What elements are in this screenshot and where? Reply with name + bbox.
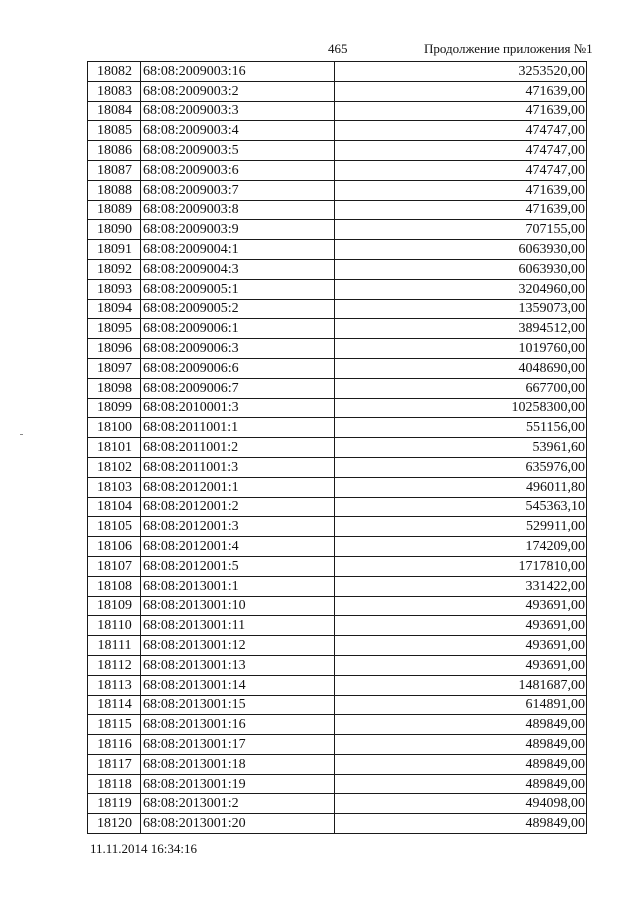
cadastral-value-cell: 1359073,00 bbox=[335, 299, 587, 319]
row-number-cell: 18118 bbox=[88, 774, 141, 794]
row-number-cell: 18084 bbox=[88, 101, 141, 121]
table-row bbox=[88, 715, 587, 735]
table-row bbox=[88, 735, 587, 755]
cadastral-value-cell: 493691,00 bbox=[335, 616, 587, 636]
row-number-cell: 18091 bbox=[88, 240, 141, 260]
row-number-cell: 18097 bbox=[88, 358, 141, 378]
cadastral-number-cell: 68:08:2013001:13 bbox=[141, 655, 335, 675]
cadastral-value-cell: 667700,00 bbox=[335, 378, 587, 398]
row-number-cell: 18086 bbox=[88, 141, 141, 161]
cadastral-number-cell: 68:08:2009006:7 bbox=[141, 378, 335, 398]
row-number-cell: 18099 bbox=[88, 398, 141, 418]
cadastral-value-cell: 474747,00 bbox=[335, 141, 587, 161]
table-row bbox=[88, 160, 587, 180]
table-row bbox=[88, 101, 587, 121]
cadastral-number-cell: 68:08:2011001:3 bbox=[141, 457, 335, 477]
footer-timestamp: 11.11.2014 16:34:16 bbox=[90, 841, 198, 856]
cadastral-value-cell: 707155,00 bbox=[335, 220, 587, 240]
table-row bbox=[88, 774, 587, 794]
table-row bbox=[88, 279, 587, 299]
table-row bbox=[88, 200, 587, 220]
cadastral-value-cell: 331422,00 bbox=[335, 576, 587, 596]
cadastral-number-cell: 68:08:2013001:2 bbox=[141, 794, 335, 814]
row-number-cell: 18090 bbox=[88, 220, 141, 240]
row-number-cell: 18101 bbox=[88, 438, 141, 458]
cadastral-value-cell: 471639,00 bbox=[335, 81, 587, 101]
table-row bbox=[88, 339, 587, 359]
cadastral-value-cell: 489849,00 bbox=[335, 814, 587, 834]
cadastral-value-cell: 545363,10 bbox=[335, 497, 587, 517]
row-number-cell: 18107 bbox=[88, 556, 141, 576]
cadastral-number-cell: 68:08:2013001:15 bbox=[141, 695, 335, 715]
row-number-cell: 18102 bbox=[88, 457, 141, 477]
cadastral-number-cell: 68:08:2013001:14 bbox=[141, 675, 335, 695]
row-number-cell: 18108 bbox=[88, 576, 141, 596]
row-number-cell: 18088 bbox=[88, 180, 141, 200]
cadastral-number-cell: 68:08:2009004:1 bbox=[141, 240, 335, 260]
table-row bbox=[88, 576, 587, 596]
cadastral-value-cell: 53961,60 bbox=[335, 438, 587, 458]
table-row bbox=[88, 398, 587, 418]
table-row bbox=[88, 141, 587, 161]
cadastral-value-cell: 489849,00 bbox=[335, 715, 587, 735]
table-row bbox=[88, 477, 587, 497]
cadastral-number-cell: 68:08:2009003:3 bbox=[141, 101, 335, 121]
cadastral-number-cell: 68:08:2013001:16 bbox=[141, 715, 335, 735]
table-row bbox=[88, 358, 587, 378]
cadastral-value-cell: 1481687,00 bbox=[335, 675, 587, 695]
row-number-cell: 18113 bbox=[88, 675, 141, 695]
table-row bbox=[88, 794, 587, 814]
table-row bbox=[88, 240, 587, 260]
table-row bbox=[88, 180, 587, 200]
cadastral-number-cell: 68:08:2009003:4 bbox=[141, 121, 335, 141]
cadastral-value-cell: 6063930,00 bbox=[335, 259, 587, 279]
row-number-cell: 18117 bbox=[88, 754, 141, 774]
row-number-cell: 18106 bbox=[88, 537, 141, 557]
cadastral-number-cell: 68:08:2012001:5 bbox=[141, 556, 335, 576]
row-number-cell: 18087 bbox=[88, 160, 141, 180]
row-number-cell: 18085 bbox=[88, 121, 141, 141]
table-row bbox=[88, 636, 587, 656]
cadastral-number-cell: 68:08:2013001:10 bbox=[141, 596, 335, 616]
cadastral-value-table bbox=[87, 61, 587, 834]
cadastral-value-cell: 1717810,00 bbox=[335, 556, 587, 576]
row-number-cell: 18093 bbox=[88, 279, 141, 299]
cadastral-value-cell: 10258300,00 bbox=[335, 398, 587, 418]
row-number-cell: 18109 bbox=[88, 596, 141, 616]
cadastral-value-cell: 174209,00 bbox=[335, 537, 587, 557]
table-row bbox=[88, 259, 587, 279]
cadastral-value-cell: 529911,00 bbox=[335, 517, 587, 537]
row-number-cell: 18116 bbox=[88, 735, 141, 755]
table-row bbox=[88, 81, 587, 101]
cadastral-number-cell: 68:08:2013001:1 bbox=[141, 576, 335, 596]
cadastral-number-cell: 68:08:2012001:2 bbox=[141, 497, 335, 517]
row-number-cell: 18103 bbox=[88, 477, 141, 497]
table-row bbox=[88, 655, 587, 675]
row-number-cell: 18110 bbox=[88, 616, 141, 636]
cadastral-value-cell: 551156,00 bbox=[335, 418, 587, 438]
cadastral-number-cell: 68:08:2013001:18 bbox=[141, 754, 335, 774]
cadastral-value-cell: 474747,00 bbox=[335, 160, 587, 180]
cadastral-value-cell: 471639,00 bbox=[335, 101, 587, 121]
cadastral-value-cell: 489849,00 bbox=[335, 735, 587, 755]
row-number-cell: 18096 bbox=[88, 339, 141, 359]
cadastral-value-cell: 3253520,00 bbox=[335, 62, 587, 82]
scan-artifact bbox=[20, 434, 23, 435]
cadastral-number-cell: 68:08:2013001:12 bbox=[141, 636, 335, 656]
cadastral-value-cell: 471639,00 bbox=[335, 200, 587, 220]
cadastral-number-cell: 68:08:2009003:7 bbox=[141, 180, 335, 200]
cadastral-value-cell: 471639,00 bbox=[335, 180, 587, 200]
table-row bbox=[88, 596, 587, 616]
cadastral-value-cell: 4048690,00 bbox=[335, 358, 587, 378]
cadastral-value-cell: 614891,00 bbox=[335, 695, 587, 715]
table-row bbox=[88, 457, 587, 477]
cadastral-number-cell: 68:08:2013001:11 bbox=[141, 616, 335, 636]
cadastral-number-cell: 68:08:2011001:1 bbox=[141, 418, 335, 438]
cadastral-number-cell: 68:08:2009003:5 bbox=[141, 141, 335, 161]
cadastral-value-cell: 6063930,00 bbox=[335, 240, 587, 260]
cadastral-value-cell: 3894512,00 bbox=[335, 319, 587, 339]
cadastral-value-cell: 493691,00 bbox=[335, 655, 587, 675]
cadastral-number-cell: 68:08:2010001:3 bbox=[141, 398, 335, 418]
cadastral-value-cell: 474747,00 bbox=[335, 121, 587, 141]
table-row bbox=[88, 299, 587, 319]
row-number-cell: 18105 bbox=[88, 517, 141, 537]
cadastral-number-cell: 68:08:2009006:1 bbox=[141, 319, 335, 339]
cadastral-value-cell: 494098,00 bbox=[335, 794, 587, 814]
cadastral-value-cell: 1019760,00 bbox=[335, 339, 587, 359]
table-row bbox=[88, 517, 587, 537]
cadastral-number-cell: 68:08:2012001:4 bbox=[141, 537, 335, 557]
cadastral-number-cell: 68:08:2009004:3 bbox=[141, 259, 335, 279]
table-row bbox=[88, 814, 587, 834]
cadastral-number-cell: 68:08:2013001:17 bbox=[141, 735, 335, 755]
cadastral-number-cell: 68:08:2009006:3 bbox=[141, 339, 335, 359]
row-number-cell: 18089 bbox=[88, 200, 141, 220]
row-number-cell: 18120 bbox=[88, 814, 141, 834]
table-row bbox=[88, 121, 587, 141]
table-row bbox=[88, 754, 587, 774]
table-row bbox=[88, 556, 587, 576]
table-row bbox=[88, 537, 587, 557]
cadastral-value-cell: 635976,00 bbox=[335, 457, 587, 477]
cadastral-number-cell: 68:08:2009003:9 bbox=[141, 220, 335, 240]
row-number-cell: 18094 bbox=[88, 299, 141, 319]
row-number-cell: 18111 bbox=[88, 636, 141, 656]
cadastral-value-cell: 493691,00 bbox=[335, 636, 587, 656]
cadastral-number-cell: 68:08:2009005:2 bbox=[141, 299, 335, 319]
table-row bbox=[88, 438, 587, 458]
cadastral-value-cell: 493691,00 bbox=[335, 596, 587, 616]
cadastral-number-cell: 68:08:2009003:16 bbox=[141, 62, 335, 82]
row-number-cell: 18098 bbox=[88, 378, 141, 398]
cadastral-number-cell: 68:08:2012001:3 bbox=[141, 517, 335, 537]
table-row bbox=[88, 675, 587, 695]
table-body bbox=[88, 62, 587, 834]
cadastral-number-cell: 68:08:2011001:2 bbox=[141, 438, 335, 458]
continuation-heading: Продолжение приложения №1 bbox=[424, 41, 593, 56]
table-row bbox=[88, 319, 587, 339]
cadastral-value-cell: 489849,00 bbox=[335, 774, 587, 794]
row-number-cell: 18092 bbox=[88, 259, 141, 279]
cadastral-number-cell: 68:08:2009003:6 bbox=[141, 160, 335, 180]
row-number-cell: 18119 bbox=[88, 794, 141, 814]
row-number-cell: 18100 bbox=[88, 418, 141, 438]
row-number-cell: 18114 bbox=[88, 695, 141, 715]
row-number-cell: 18112 bbox=[88, 655, 141, 675]
row-number-cell: 18095 bbox=[88, 319, 141, 339]
cadastral-value-cell: 3204960,00 bbox=[335, 279, 587, 299]
table-row bbox=[88, 616, 587, 636]
table-row bbox=[88, 378, 587, 398]
cadastral-number-cell: 68:08:2013001:20 bbox=[141, 814, 335, 834]
table-row bbox=[88, 220, 587, 240]
cadastral-number-cell: 68:08:2009006:6 bbox=[141, 358, 335, 378]
table-row bbox=[88, 62, 587, 82]
row-number-cell: 18115 bbox=[88, 715, 141, 735]
cadastral-number-cell: 68:08:2012001:1 bbox=[141, 477, 335, 497]
cadastral-number-cell: 68:08:2009003:2 bbox=[141, 81, 335, 101]
cadastral-value-cell: 496011,80 bbox=[335, 477, 587, 497]
table-row bbox=[88, 695, 587, 715]
row-number-cell: 18104 bbox=[88, 497, 141, 517]
cadastral-number-cell: 68:08:2013001:19 bbox=[141, 774, 335, 794]
row-number-cell: 18083 bbox=[88, 81, 141, 101]
cadastral-number-cell: 68:08:2009003:8 bbox=[141, 200, 335, 220]
page-number: 465 bbox=[328, 41, 348, 56]
cadastral-number-cell: 68:08:2009005:1 bbox=[141, 279, 335, 299]
row-number-cell: 18082 bbox=[88, 62, 141, 82]
cadastral-value-cell: 489849,00 bbox=[335, 754, 587, 774]
table-row bbox=[88, 497, 587, 517]
table-row bbox=[88, 418, 587, 438]
